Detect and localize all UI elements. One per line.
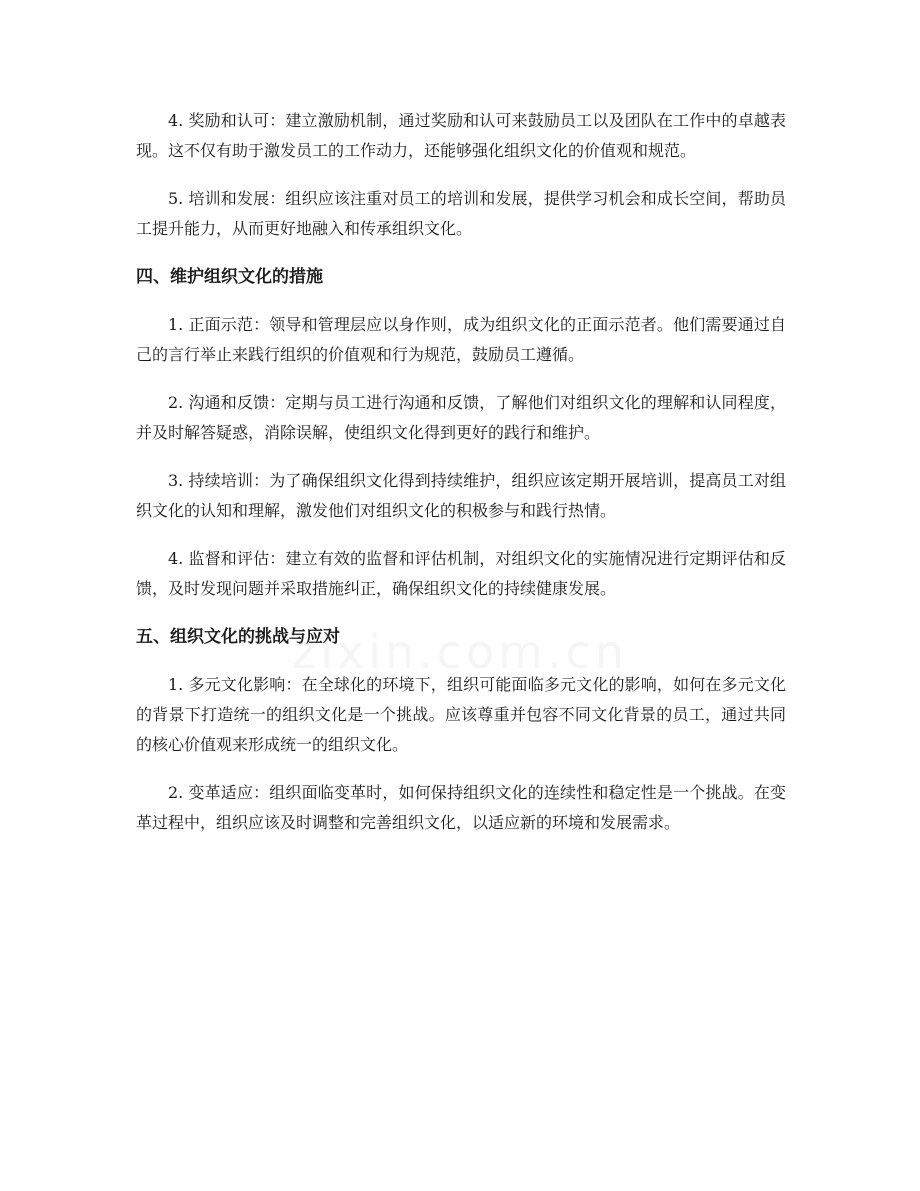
paragraph-supervision-evaluation: 4. 监督和评估：建立有效的监督和评估机制，对组织文化的实施情况进行定期评估和反馈，及时发现问题并采取措施纠正，确保组织文化的持续健康发展。 bbox=[136, 549, 786, 598]
paragraph-multicultural: 1. 多元文化影响：在全球化的环境下，组织可能面临多元文化的影响，如何在多元文化的背景下打造统一的组织文化是一个挑战。应该尊重并包容不同文化背景的员工，通过共同的核心价值观来形成统一的组织文化。 bbox=[136, 675, 786, 754]
paragraph-positive-example: 1. 正面示范：领导和管理层应以身作则，成为组织文化的正面示范者。他们需要通过自己的言行举止来践行组织的价值观和行为规范，鼓励员工遵循。 bbox=[136, 315, 786, 364]
watermark: zixin.com.cn bbox=[291, 625, 629, 679]
paragraph-change-adaptation: 2. 变革适应：组织面临变革时，如何保持组织文化的连续性和稳定性是一个挑战。在变革过程中，组织应该及时调整和完善组织文化，以适应新的环境和发展需求。 bbox=[136, 783, 786, 832]
section-heading-challenges: 五、组织文化的挑战与应对 bbox=[136, 627, 340, 647]
paragraph-rewards: 4. 奖励和认可：建立激励机制，通过奖励和认可来鼓励员工以及团队在工作中的卓越表现。这不仅有助于激发员工的工作动力，还能够强化组织文化的价值观和规范。 bbox=[136, 111, 786, 160]
section-heading-maintain: 四、维护组织文化的措施 bbox=[136, 267, 323, 287]
paragraph-communication-feedback: 2. 沟通和反馈：定期与员工进行沟通和反馈，了解他们对组织文化的理解和认同程度，并及时解答疑惑，消除误解，使组织文化得到更好的践行和维护。 bbox=[136, 393, 786, 442]
paragraph-continuous-training: 3. 持续培训：为了确保组织文化得到持续维护，组织应该定期开展培训，提高员工对组织文化的认知和理解，激发他们对组织文化的积极参与和践行热情。 bbox=[136, 471, 786, 520]
paragraph-training-development: 5. 培训和发展：组织应该注重对员工的培训和发展，提供学习机会和成长空间，帮助员工提升能力，从而更好地融入和传承组织文化。 bbox=[136, 189, 786, 238]
document-body bbox=[136, 106, 786, 856]
